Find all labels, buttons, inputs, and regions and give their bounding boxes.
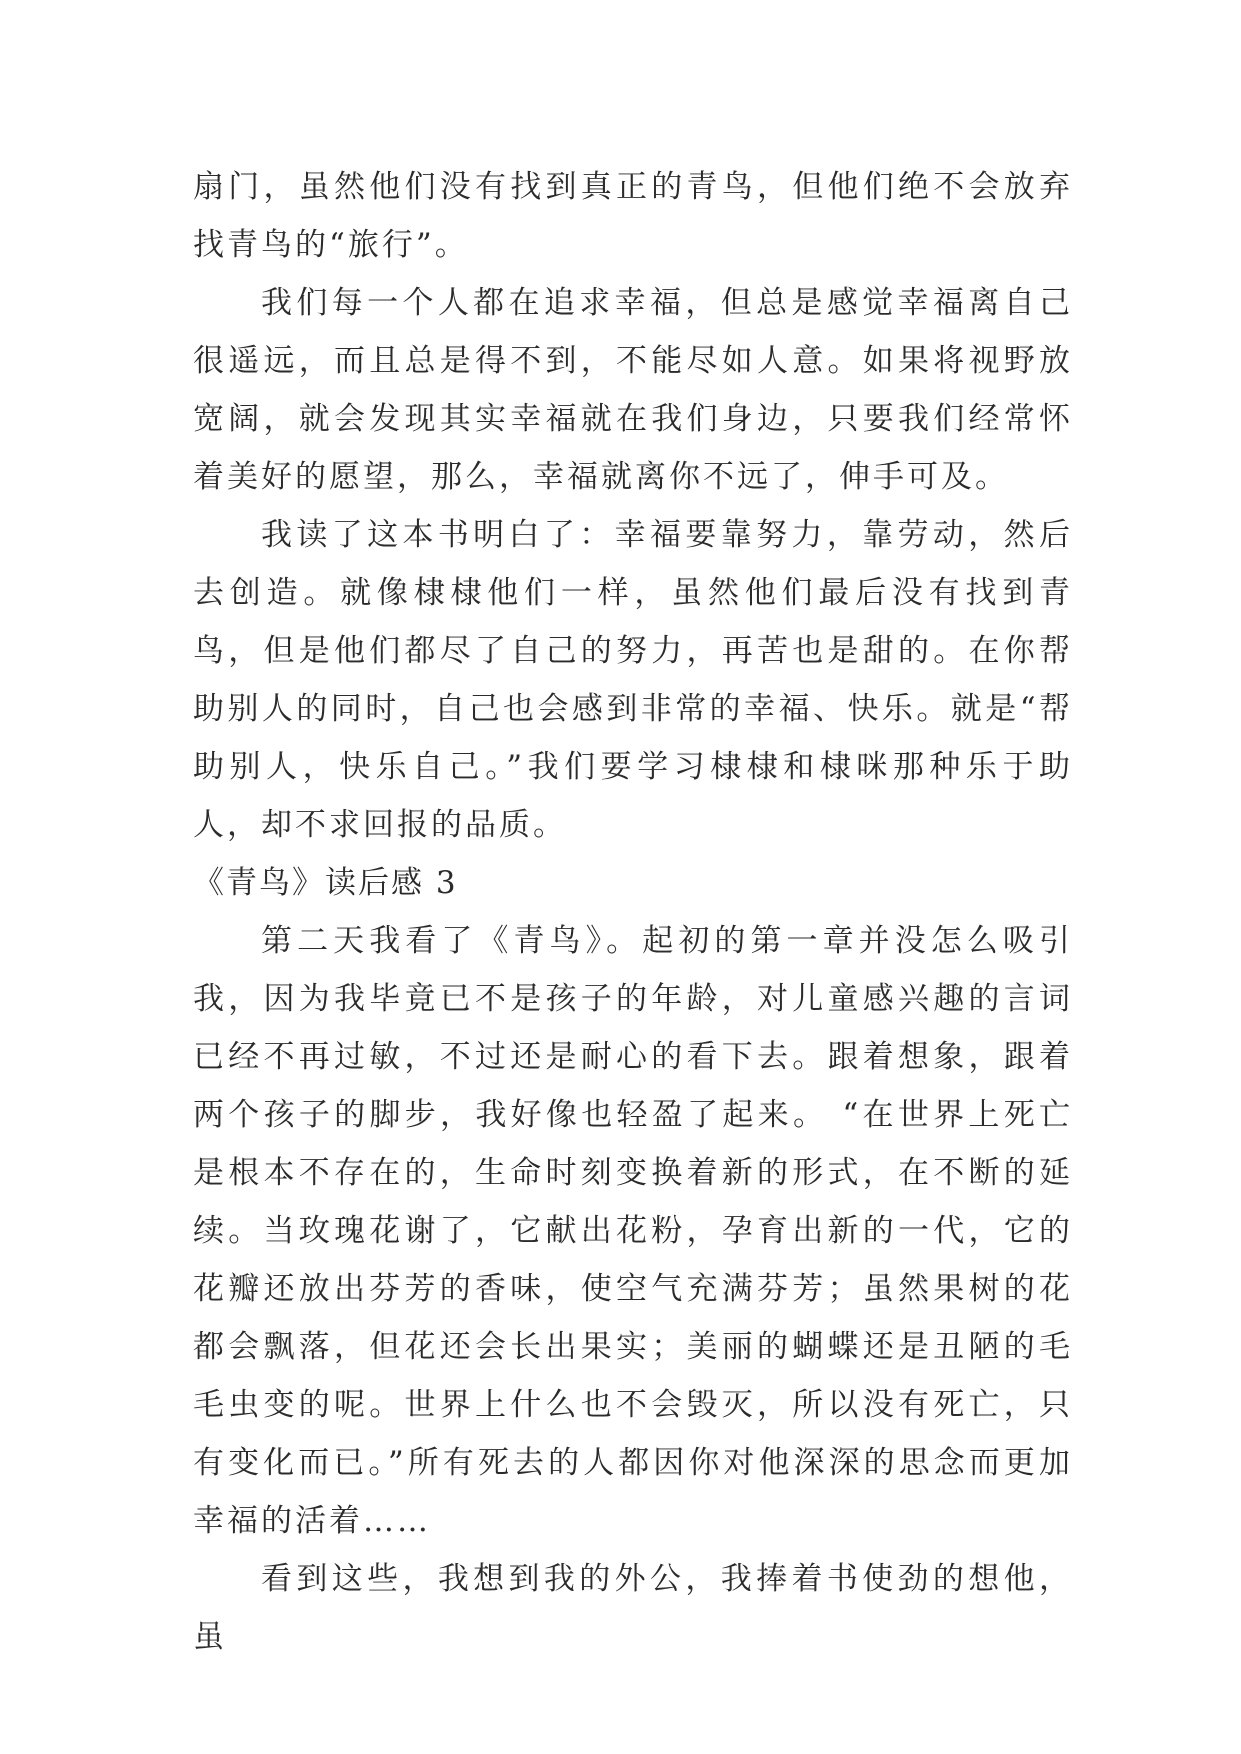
paragraph-4: 第二天我看了《青鸟》。起初的第一章并没怎么吸引我，因为我毕竟已不是孩子的年龄，对儿童感兴趣的言词已经不再过敏，不过还是耐心的看下去。跟着想象，跟着两个孩子的脚步，我好像也轻盈了起来。 “在世界上死亡是根本不存在的，生命时刻变换着新的形式，在不断的延续。当玫瑰花谢了，它献出花粉，孕育出新的一代，它的花瓣还放出芬芳的香味，使空气充满芬芳；虽然果树的花都会飘落，但花还会长出果实；美丽的蝴蝶还是丑陋的毛毛虫变的呢。世界上什么也不会毁灭，所以没有死亡，只有变化而已。”所有死去的人都因你对他深深的思念而更加幸福的活着…… bbox=[193, 923, 1073, 1539]
document-body bbox=[193, 158, 1073, 1666]
paragraph-1: 扇门，虽然他们没有找到真正的青鸟，但他们绝不会放弃找青鸟的“旅行”。 bbox=[193, 169, 1073, 263]
paragraph-3: 我读了这本书明白了：幸福要靠努力，靠劳动，然后去创造。就像棣棣他们一样，虽然他们最后没有找到青鸟，但是他们都尽了自己的努力，再苦也是甜的。在你帮助别人的同时，自己也会感到非常的幸福、快乐。就是“帮助别人，快乐自己。”我们要学习棣棣和棣咪那种乐于助人，却不求回报的品质。 bbox=[193, 517, 1073, 843]
section-heading: 《青鸟》读后感 3 bbox=[193, 865, 458, 901]
paragraph-5: 看到这些，我想到我的外公，我捧着书使劲的想他，虽 bbox=[193, 1561, 1073, 1655]
paragraph-2: 我们每一个人都在追求幸福，但总是感觉幸福离自己很遥远，而且总是得不到，不能尽如人意。如果将视野放宽阔，就会发现其实幸福就在我们身边，只要我们经常怀着美好的愿望，那么，幸福就离你不远了，伸手可及。 bbox=[193, 285, 1073, 495]
